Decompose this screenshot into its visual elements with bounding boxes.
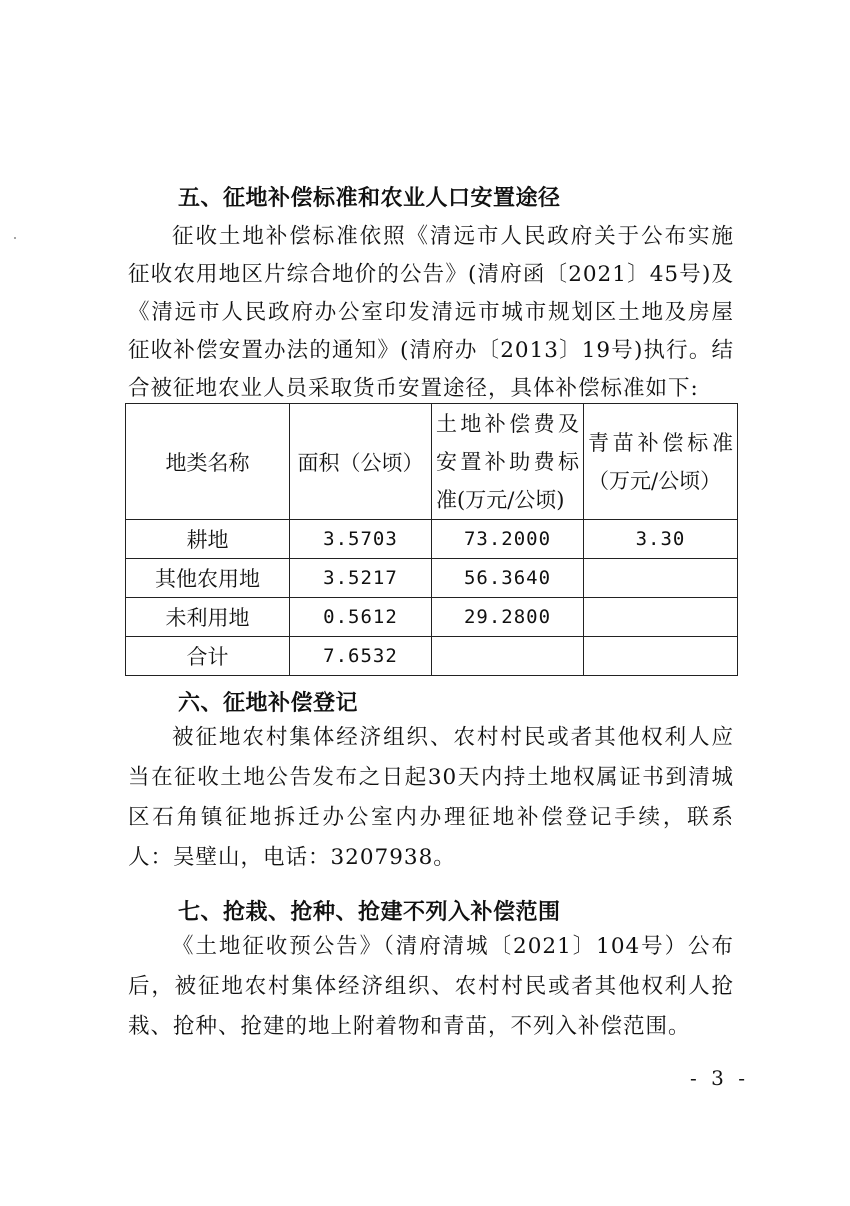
cell-crop-fee [584, 598, 738, 637]
header-area: 面积（公顷） [290, 404, 432, 520]
table-row-total [126, 637, 738, 676]
cell-crop-fee: 3.30 [584, 520, 738, 559]
cell-land-fee: 29.2800 [432, 598, 584, 637]
cell-land-fee: 56.3640 [432, 559, 584, 598]
compensation-table [125, 403, 738, 676]
section7-paragraph: 《土地征收预公告》（清府清城〔2021〕104号）公布后，被征地农村集体经济组织、农村村民或者其他权利人抢栽、抢种、抢建的地上附着物和青苗，不列入补偿范围。 [128, 934, 734, 1039]
table-header-row [126, 404, 738, 520]
scan-speck [14, 237, 16, 239]
cell-area: 7.6532 [290, 637, 432, 676]
table-row [126, 559, 738, 598]
section6-heading: 六、征地补偿登记 [178, 691, 359, 716]
cell-area: 3.5217 [290, 559, 432, 598]
cell-name: 合计 [126, 637, 290, 676]
section6-paragraph: 被征地农村集体经济组织、农村村民或者其他权利人应当在征收土地公告发布之日起30天内持土地权属证书到清城区石角镇征地拆迁办公室内办理征地补偿登记手续，联系人：吴壁山，电话：3207938。 [128, 725, 734, 870]
table-row [126, 598, 738, 637]
cell-name: 其他农用地 [126, 559, 290, 598]
cell-area: 3.5703 [290, 520, 432, 559]
table-row [126, 520, 738, 559]
cell-crop-fee [584, 637, 738, 676]
header-crop-fee: 青苗补偿标准（万元/公顷） [584, 404, 738, 520]
section5-paragraph: 征收土地补偿标准依照《清远市人民政府关于公布实施征收农用地区片综合地价的公告》(清府函〔2021〕45号)及《清远市人民政府办公室印发清远市城市规划区土地及房屋征收补偿安置办法的通知》(清府办〔2013〕19号)执行。结合被征地农业人员采取货币安置途径，具体补偿标准如下: [128, 224, 734, 401]
cell-name: 未利用地 [126, 598, 290, 637]
cell-land-fee: 73.2000 [432, 520, 584, 559]
page-number: - 3 - [690, 1066, 749, 1090]
header-land-fee: 土地补偿费及安置补助费标准(万元/公顷) [432, 404, 584, 520]
cell-crop-fee [584, 559, 738, 598]
cell-name: 耕地 [126, 520, 290, 559]
section7-heading: 七、抢栽、抢种、抢建不列入补偿范围 [178, 900, 561, 925]
cell-land-fee [432, 637, 584, 676]
section5-heading: 五、征地补偿标准和农业人口安置途径 [178, 186, 561, 211]
cell-area: 0.5612 [290, 598, 432, 637]
header-land-type: 地类名称 [126, 404, 290, 520]
